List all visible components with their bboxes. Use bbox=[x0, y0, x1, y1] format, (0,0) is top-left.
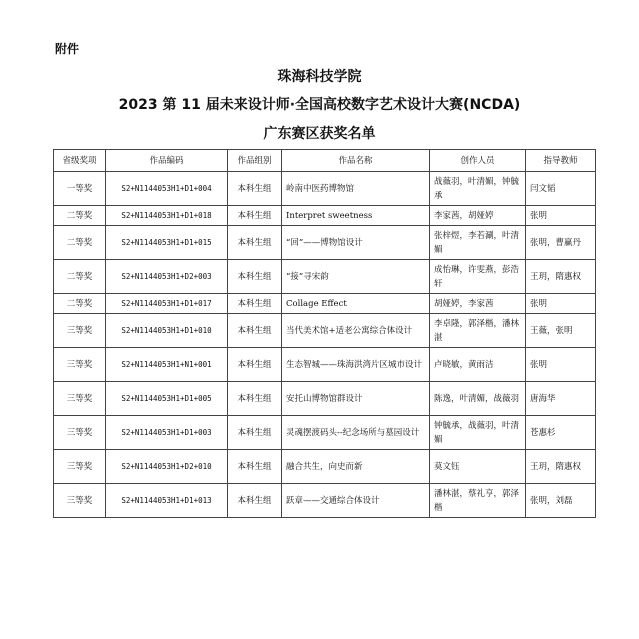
list-title: 广东赛区获奖名单 bbox=[263, 126, 376, 142]
column-header-code: 作品编码 bbox=[106, 150, 228, 172]
award-level-cell: 三等奖 bbox=[54, 416, 106, 450]
work-name-cell: 跃章——交通综合体设计 bbox=[282, 484, 430, 518]
tutor-cell: 张明，刘磊 bbox=[526, 484, 596, 518]
work-group-cell: 本科生组 bbox=[228, 450, 282, 484]
column-header-group: 作品组别 bbox=[228, 150, 282, 172]
tutor-cell: 闫文韬 bbox=[526, 172, 596, 206]
work-name-cell: Collage Effect bbox=[282, 294, 430, 314]
work-group-cell: 本科生组 bbox=[228, 382, 282, 416]
work-code-cell: S2+N1144053H1+D1+015 bbox=[106, 226, 228, 260]
column-header-authors: 创作人员 bbox=[430, 150, 526, 172]
tutor-cell: 苍惠杉 bbox=[526, 416, 596, 450]
column-header-work: 作品名称 bbox=[282, 150, 430, 172]
authors-cell: 张梓煜，李若涮，叶清媚 bbox=[430, 226, 526, 260]
table-header-row bbox=[54, 150, 596, 172]
award-level-cell: 三等奖 bbox=[54, 348, 106, 382]
table-row bbox=[54, 314, 596, 348]
work-group-cell: 本科生组 bbox=[228, 416, 282, 450]
work-name-cell: 安托山博物馆群设计 bbox=[282, 382, 430, 416]
work-group-cell: 本科生组 bbox=[228, 226, 282, 260]
work-code-cell: S2+N1144053H1+D1+010 bbox=[106, 314, 228, 348]
tutor-cell: 王玥，隋惠权 bbox=[526, 450, 596, 484]
work-code-cell: S2+N1144053H1+D1+018 bbox=[106, 206, 228, 226]
award-level-cell: 二等奖 bbox=[54, 206, 106, 226]
award-level-cell: 三等奖 bbox=[54, 450, 106, 484]
work-code-cell: S2+N1144053H1+D1+017 bbox=[106, 294, 228, 314]
authors-cell: 莫文钰 bbox=[430, 450, 526, 484]
table-row bbox=[54, 416, 596, 450]
award-level-cell: 三等奖 bbox=[54, 382, 106, 416]
authors-cell: 李卓隆，郭泽楷，潘林湛 bbox=[430, 314, 526, 348]
work-name-cell: 岭南中医药博物馆 bbox=[282, 172, 430, 206]
attachment-label: 附件 bbox=[55, 42, 80, 56]
award-level-cell: 一等奖 bbox=[54, 172, 106, 206]
table-row bbox=[54, 294, 596, 314]
work-code-cell: S2+N1144053H1+D2+003 bbox=[106, 260, 228, 294]
authors-cell: 钟毓承，战薇羽，叶清媚 bbox=[430, 416, 526, 450]
contest-title: 2023 第 11 届未来设计师·全国高校数字艺术设计大赛(NCDA) bbox=[118, 97, 521, 113]
work-group-cell: 本科生组 bbox=[228, 294, 282, 314]
authors-cell: 卢晓敏，黄雨洁 bbox=[430, 348, 526, 382]
tutor-cell: 张明 bbox=[526, 294, 596, 314]
column-header-tutor: 指导教师 bbox=[526, 150, 596, 172]
work-group-cell: 本科生组 bbox=[228, 314, 282, 348]
table-row bbox=[54, 260, 596, 294]
column-header-level: 省级奖项 bbox=[54, 150, 106, 172]
award-level-cell: 二等奖 bbox=[54, 294, 106, 314]
work-code-cell: S2+N1144053H1+D1+005 bbox=[106, 382, 228, 416]
school-title: 珠海科技学院 bbox=[277, 69, 362, 85]
award-level-cell: 二等奖 bbox=[54, 260, 106, 294]
authors-cell: 战薇羽，叶清媚，钟毓承 bbox=[430, 172, 526, 206]
table-row bbox=[54, 226, 596, 260]
work-name-cell: 融合共生，向史而新 bbox=[282, 450, 430, 484]
table-row bbox=[54, 348, 596, 382]
work-group-cell: 本科生组 bbox=[228, 348, 282, 382]
authors-cell: 潘林湛，蔡礼亨，郭泽楷 bbox=[430, 484, 526, 518]
award-level-cell: 三等奖 bbox=[54, 314, 106, 348]
table-row bbox=[54, 484, 596, 518]
work-code-cell: S2+N1144053H1+D2+010 bbox=[106, 450, 228, 484]
work-group-cell: 本科生组 bbox=[228, 484, 282, 518]
work-name-cell: 当代美术馆+适老公寓综合体设计 bbox=[282, 314, 430, 348]
awards-table bbox=[53, 149, 596, 518]
work-group-cell: 本科生组 bbox=[228, 206, 282, 226]
authors-cell: 胡娅婷，李家茜 bbox=[430, 294, 526, 314]
work-name-cell: Interpret sweetness bbox=[282, 206, 430, 226]
tutor-cell: 张明 bbox=[526, 206, 596, 226]
work-code-cell: S2+N1144053H1+D1+003 bbox=[106, 416, 228, 450]
work-group-cell: 本科生组 bbox=[228, 260, 282, 294]
work-name-cell: 灵魂摆渡码头--纪念场所与墓园设计 bbox=[282, 416, 430, 450]
award-level-cell: 三等奖 bbox=[54, 484, 106, 518]
table-row bbox=[54, 206, 596, 226]
work-group-cell: 本科生组 bbox=[228, 172, 282, 206]
work-name-cell: “回”——博物馆设计 bbox=[282, 226, 430, 260]
award-level-cell: 二等奖 bbox=[54, 226, 106, 260]
work-code-cell: S2+N1144053H1+N1+001 bbox=[106, 348, 228, 382]
authors-cell: 李家茜，胡娅婷 bbox=[430, 206, 526, 226]
tutor-cell: 王薇，张明 bbox=[526, 314, 596, 348]
authors-cell: 成怡琳，许雯燕，彭浩轩 bbox=[430, 260, 526, 294]
table-row bbox=[54, 172, 596, 206]
work-name-cell: 生态智城——珠海洪湾片区城市设计 bbox=[282, 348, 430, 382]
tutor-cell: 张明，曹赢丹 bbox=[526, 226, 596, 260]
work-code-cell: S2+N1144053H1+D1+013 bbox=[106, 484, 228, 518]
work-name-cell: “接”寻宋韵 bbox=[282, 260, 430, 294]
authors-cell: 陈逸，叶清媚，战薇羽 bbox=[430, 382, 526, 416]
table-row bbox=[54, 450, 596, 484]
tutor-cell: 唐海华 bbox=[526, 382, 596, 416]
work-code-cell: S2+N1144053H1+D1+004 bbox=[106, 172, 228, 206]
table-row bbox=[54, 382, 596, 416]
tutor-cell: 王玥，隋惠权 bbox=[526, 260, 596, 294]
tutor-cell: 张明 bbox=[526, 348, 596, 382]
